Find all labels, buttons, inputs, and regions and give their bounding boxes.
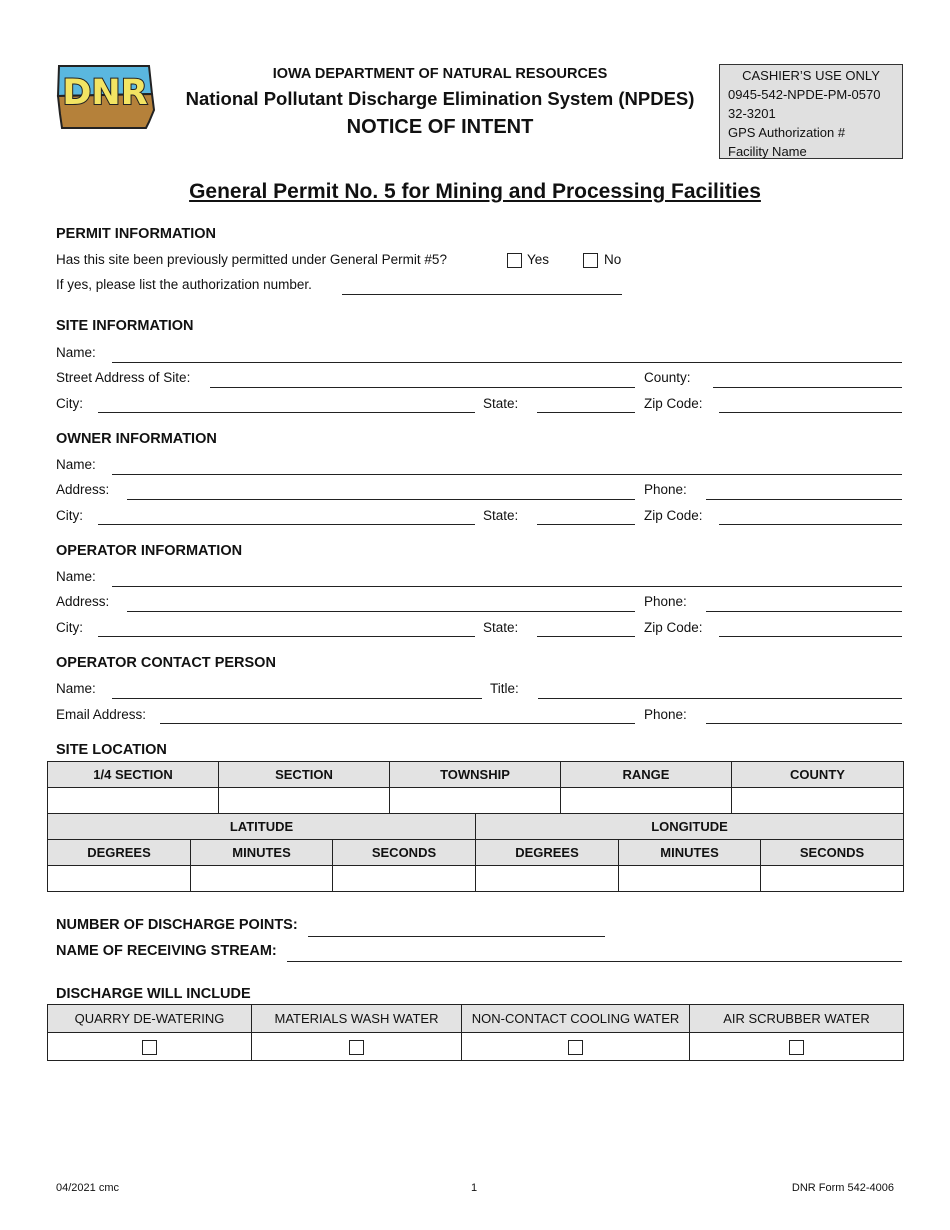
operator-address-field[interactable]	[127, 611, 635, 612]
type-air-scrubber-water: AIR SCRUBBER WATER	[690, 1005, 904, 1033]
contact-email-label: Email Address:	[56, 707, 147, 722]
operator-city-label: City:	[56, 620, 83, 635]
no-checkbox[interactable]	[583, 253, 598, 268]
owner-phone-field[interactable]	[706, 499, 902, 500]
form-title: General Permit No. 5 for Mining and Processing Facilities	[189, 180, 761, 203]
site-state-field[interactable]	[537, 412, 635, 413]
logo-text: DNR	[62, 73, 148, 113]
owner-name-field[interactable]	[112, 474, 902, 475]
non-contact-cooling-water-cell	[462, 1033, 690, 1061]
operator-phone-field[interactable]	[706, 611, 902, 612]
non-contact-cooling-water-checkbox[interactable]	[568, 1040, 583, 1055]
col-range: RANGE	[561, 762, 732, 788]
county-cell[interactable]	[732, 788, 904, 814]
site-street-field[interactable]	[210, 387, 635, 388]
authorization-label: If yes, please list the authorization number.	[56, 277, 312, 292]
contact-phone-field[interactable]	[706, 723, 902, 724]
site-state-label: State:	[483, 396, 519, 411]
longitude-header: LONGITUDE	[476, 814, 904, 840]
lon-seconds-header: SECONDS	[761, 840, 904, 866]
contact-email-field[interactable]	[160, 723, 635, 724]
air-scrubber-water-cell	[690, 1033, 904, 1061]
program-name: National Pollutant Discharge Elimination System (NPDES)	[185, 88, 695, 109]
page-number: 1	[471, 1182, 478, 1194]
site-city-field[interactable]	[98, 412, 475, 413]
document-type: NOTICE OF INTENT	[346, 116, 534, 138]
discharge-include-heading: DISCHARGE WILL INCLUDE	[56, 986, 251, 1002]
owner-zip-field[interactable]	[719, 524, 902, 525]
site-location-table	[47, 761, 904, 814]
permit-question: Has this site been previously permitted under General Permit #5?	[56, 252, 447, 267]
coordinates-table	[47, 813, 904, 892]
operator-zip-field[interactable]	[719, 636, 902, 637]
owner-address-label: Address:	[56, 482, 110, 497]
owner-heading: OWNER INFORMATION	[56, 431, 217, 447]
township-cell[interactable]	[390, 788, 561, 814]
col-quarter-section: 1/4 SECTION	[48, 762, 219, 788]
materials-wash-water-checkbox[interactable]	[349, 1040, 364, 1055]
discharge-types-table	[47, 1004, 904, 1061]
cashier-box	[719, 64, 903, 159]
section-cell[interactable]	[219, 788, 390, 814]
footer-date: 04/2021 cmc	[56, 1182, 119, 1194]
type-quarry-dewatering: QUARRY DE-WATERING	[48, 1005, 252, 1033]
materials-wash-water-cell	[252, 1033, 462, 1061]
lon-degrees-header: DEGREES	[476, 840, 619, 866]
lat-minutes-cell[interactable]	[191, 866, 333, 892]
lat-seconds-header: SECONDS	[333, 840, 476, 866]
contact-title-field[interactable]	[538, 698, 902, 699]
form-number: DNR Form 542-4006	[791, 1182, 894, 1194]
latitude-header: LATITUDE	[48, 814, 476, 840]
operator-name-label: Name:	[56, 569, 96, 584]
site-zip-label: Zip Code:	[644, 396, 703, 411]
owner-city-field[interactable]	[98, 524, 475, 525]
quarter-section-cell[interactable]	[48, 788, 219, 814]
quarry-dewatering-checkbox[interactable]	[142, 1040, 157, 1055]
contact-name-field[interactable]	[112, 698, 482, 699]
site-county-field[interactable]	[713, 387, 902, 388]
lon-minutes-cell[interactable]	[619, 866, 761, 892]
cashier-line: GPS Authorization #	[728, 125, 846, 140]
air-scrubber-water-checkbox[interactable]	[789, 1040, 804, 1055]
operator-address-label: Address:	[56, 594, 110, 609]
site-city-label: City:	[56, 396, 83, 411]
site-street-label: Street Address of Site:	[56, 370, 191, 385]
lat-minutes-header: MINUTES	[191, 840, 333, 866]
lon-degrees-cell[interactable]	[476, 866, 619, 892]
authorization-number-field[interactable]	[342, 294, 622, 295]
no-label: No	[604, 252, 622, 267]
permit-heading: PERMIT INFORMATION	[56, 226, 217, 242]
operator-heading: OPERATOR INFORMATION	[56, 543, 243, 559]
col-county: COUNTY	[732, 762, 904, 788]
owner-state-field[interactable]	[537, 524, 635, 525]
cashier-line: 32-3201	[728, 106, 776, 121]
lat-degrees-header: DEGREES	[48, 840, 191, 866]
receiving-stream-label: NAME OF RECEIVING STREAM:	[56, 943, 277, 959]
yes-label: Yes	[527, 252, 550, 267]
discharge-points-field[interactable]	[308, 936, 605, 937]
owner-phone-label: Phone:	[644, 482, 687, 497]
operator-name-field[interactable]	[112, 586, 902, 587]
lat-degrees-cell[interactable]	[48, 866, 191, 892]
owner-name-label: Name:	[56, 457, 96, 472]
site-name-field[interactable]	[112, 362, 902, 363]
owner-zip-label: Zip Code:	[644, 508, 703, 523]
range-cell[interactable]	[561, 788, 732, 814]
cashier-title: CASHIER’S USE ONLY	[742, 68, 880, 83]
agency-name: IOWA DEPARTMENT OF NATURAL RESOURCES	[272, 66, 608, 82]
location-heading: SITE LOCATION	[56, 742, 167, 758]
site-county-label: County:	[644, 370, 691, 385]
contact-heading: OPERATOR CONTACT PERSON	[56, 655, 276, 671]
operator-state-field[interactable]	[537, 636, 635, 637]
site-zip-field[interactable]	[719, 412, 902, 413]
cashier-line: 0945-542-NPDE-PM-0570	[728, 87, 881, 102]
receiving-stream-field[interactable]	[287, 961, 902, 962]
lat-seconds-cell[interactable]	[333, 866, 476, 892]
operator-phone-label: Phone:	[644, 594, 687, 609]
lon-minutes-header: MINUTES	[619, 840, 761, 866]
contact-title-label: Title:	[490, 681, 519, 696]
owner-address-field[interactable]	[127, 499, 635, 500]
contact-name-label: Name:	[56, 681, 96, 696]
operator-city-field[interactable]	[98, 636, 475, 637]
col-township: TOWNSHIP	[390, 762, 561, 788]
type-non-contact-cooling-water: NON-CONTACT COOLING WATER	[462, 1005, 690, 1033]
contact-phone-label: Phone:	[644, 707, 687, 722]
cashier-line: Facility Name	[728, 144, 807, 159]
site-heading: SITE INFORMATION	[56, 318, 194, 334]
col-section: SECTION	[219, 762, 390, 788]
owner-city-label: City:	[56, 508, 83, 523]
site-name-label: Name:	[56, 345, 96, 360]
operator-state-label: State:	[483, 620, 519, 635]
yes-checkbox[interactable]	[507, 253, 522, 268]
discharge-points-label: NUMBER OF DISCHARGE POINTS:	[56, 917, 298, 933]
quarry-dewatering-cell	[48, 1033, 252, 1061]
lon-seconds-cell[interactable]	[761, 866, 904, 892]
operator-zip-label: Zip Code:	[644, 620, 703, 635]
owner-state-label: State:	[483, 508, 519, 523]
type-materials-wash-water: MATERIALS WASH WATER	[252, 1005, 462, 1033]
